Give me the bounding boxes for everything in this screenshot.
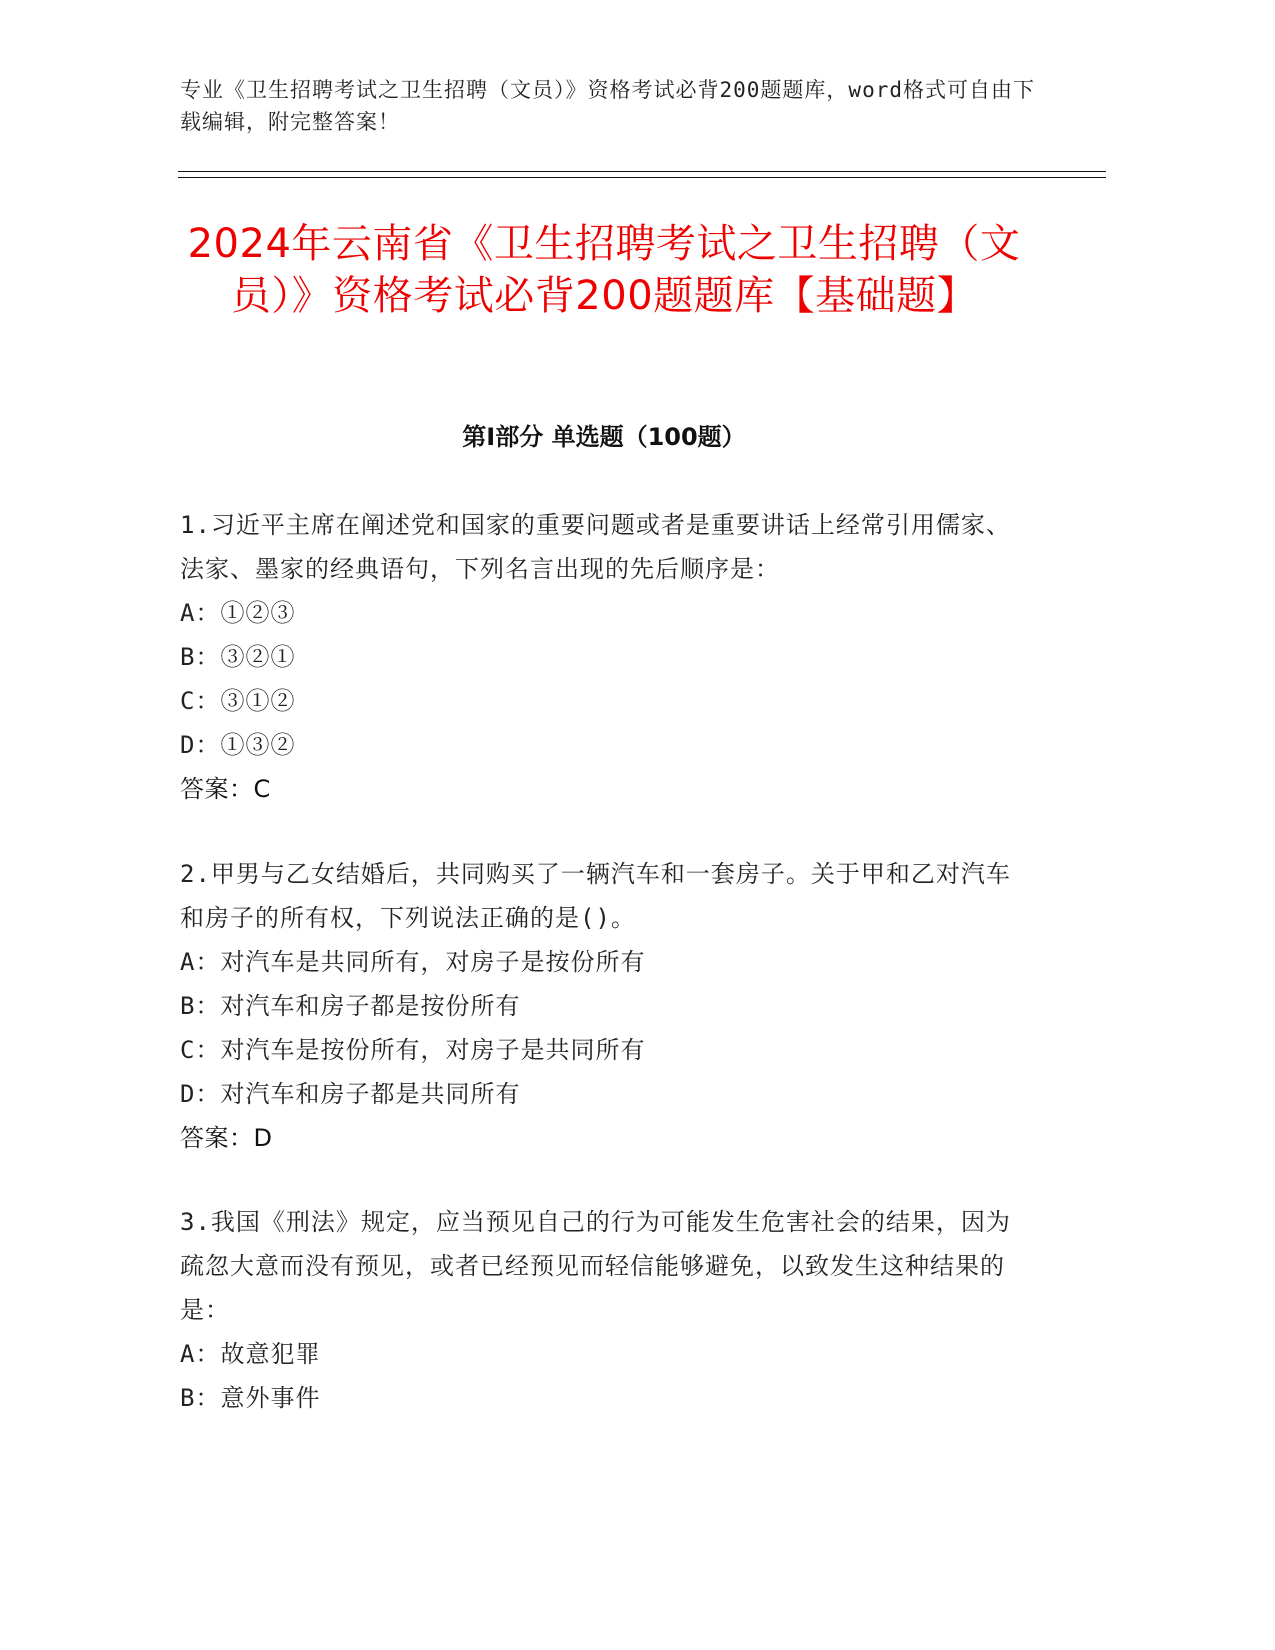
question-3: [180, 1200, 1020, 1420]
header-rule-bottom: [178, 177, 1106, 178]
question-stem: 2.甲男与乙女结婚后，共同购买了一辆汽车和一套房子。关于甲和乙对汽车和房子的所有权，下列说法正确的是()。: [180, 860, 1011, 932]
document-title: 2024年云南省《卫生招聘考试之卫生招聘（文员）》资格考试必背200题题库【基础题】: [187, 221, 1021, 319]
option-a: A：对汽车是共同所有，对房子是按份所有: [180, 948, 646, 976]
option-d: D：①③②: [180, 731, 296, 759]
header-note: 专业《卫生招聘考试之卫生招聘（文员）》资格考试必背200题题库，word格式可自由下载编辑，附完整答案！: [180, 78, 1035, 134]
section-heading: 第Ⅰ部分 单选题（100题）: [462, 423, 746, 451]
option-b: B：③②①: [180, 643, 296, 671]
header-rule-top: [178, 171, 1106, 172]
question-stem: 3.我国《刑法》规定，应当预见自己的行为可能发生危害社会的结果，因为疏忽大意而没有预见，或者已经预见而轻信能够避免，以致发生这种结果的是：: [180, 1208, 1011, 1324]
option-d: D：对汽车和房子都是共同所有: [180, 1080, 521, 1108]
option-b: B：对汽车和房子都是按份所有: [180, 992, 521, 1020]
question-1: [180, 503, 1020, 811]
option-c: C：③①②: [180, 687, 296, 715]
answer: 答案：D: [180, 1124, 273, 1152]
question-2: [180, 852, 1020, 1160]
option-c: C：对汽车是按份所有，对房子是共同所有: [180, 1036, 646, 1064]
question-stem: 1.习近平主席在阐述党和国家的重要问题或者是重要讲话上经常引用儒家、法家、墨家的经典语句，下列名言出现的先后顺序是：: [180, 511, 1011, 583]
option-b: B：意外事件: [180, 1384, 321, 1412]
option-a: A：①②③: [180, 599, 296, 627]
answer: 答案：C: [180, 775, 271, 803]
option-a: A：故意犯罪: [180, 1340, 321, 1368]
